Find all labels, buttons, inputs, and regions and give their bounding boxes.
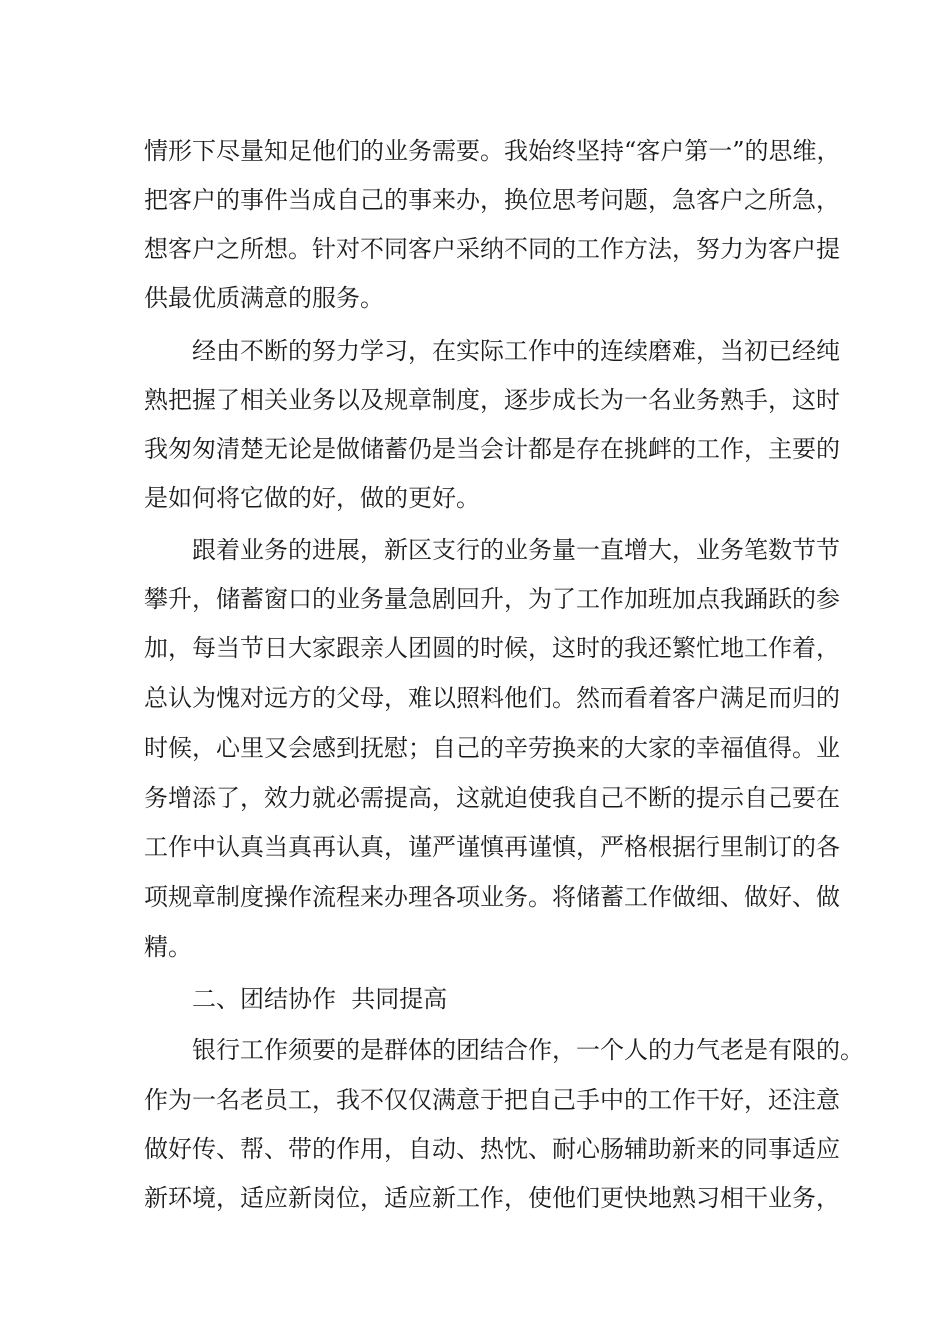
paragraph-4-line-3: 做好传、帮、带的作用，自动、热忱、耐心肠辅助新来的同事适应	[144, 1135, 840, 1163]
paragraph-3-line-7: 工作中认真当真再认真，谨严谨慎再谨慎，严格根据行里制订的各	[144, 833, 840, 861]
paragraph-2-line-1: 经由不断的努力学习，在实际工作中的连续磨难，当初已经纯	[192, 337, 840, 365]
paragraph-3-line-5: 时候，心里又会感到抚慰；自己的辛劳换来的大家的幸福值得。业	[144, 734, 840, 762]
paragraph-2-line-2: 熟把握了相关业务以及规章制度，逐步成长为一名业务熟手，这时	[144, 386, 840, 414]
paragraph-2-line-4: 是如何将它做的好，做的更好。	[144, 484, 480, 512]
paragraph-4-line-2: 作为一名老员工，我不仅仅满意于把自己手中的工作干好，还注意	[144, 1086, 840, 1114]
paragraph-3-line-6: 务增添了，效力就必需提高，这就迫使我自己不断的提示自己要在	[144, 784, 840, 812]
paragraph-3-line-3: 加，每当节日大家跟亲人团圆的时候，这时的我还繁忙地工作着，	[144, 634, 840, 662]
paragraph-3-line-1: 跟着业务的进展，新区支行的业务量一直增大，业务笔数节节	[192, 536, 840, 564]
paragraph-3-line-8: 项规章制度操作流程来办理各项业务。将储蓄工作做细、做好、做	[144, 883, 840, 911]
paragraph-3-line-4: 总认为愧对远方的父母，难以照料他们。然而看着客户满足而归的	[144, 684, 840, 712]
paragraph-1-line-1: 情形下尽量知足他们的业务需要。我始终坚持“客户第一”的思维，	[144, 137, 841, 165]
paragraph-4-line-4: 新环境，适应新岗位，适应新工作，使他们更快地熟习相干业务，	[144, 1184, 840, 1212]
paragraph-1-line-4: 供最优质满意的服务。	[144, 284, 384, 312]
paragraph-3-line-9: 精。	[144, 933, 192, 961]
paragraph-2-line-3: 我匆匆清楚无论是做储蓄仍是当会计都是存在挑衅的工作，主要的	[144, 435, 840, 463]
paragraph-3-line-2: 攀升，储蓄窗口的业务量急剧回升，为了工作加班加点我踊跃的参	[144, 585, 840, 613]
paragraph-1-line-3: 想客户之所想。针对不同客户采纳不同的工作方法，努力为客户提	[144, 235, 840, 263]
section-heading: 二、团结协作 共同提高	[192, 985, 448, 1013]
paragraph-1-line-2: 把客户的事件当成自己的事来办，换位思考问题，急客户之所急，	[144, 186, 840, 214]
paragraph-4-line-1: 银行工作须要的是群体的团结合作，一个人的力气老是有限的。	[192, 1036, 864, 1064]
